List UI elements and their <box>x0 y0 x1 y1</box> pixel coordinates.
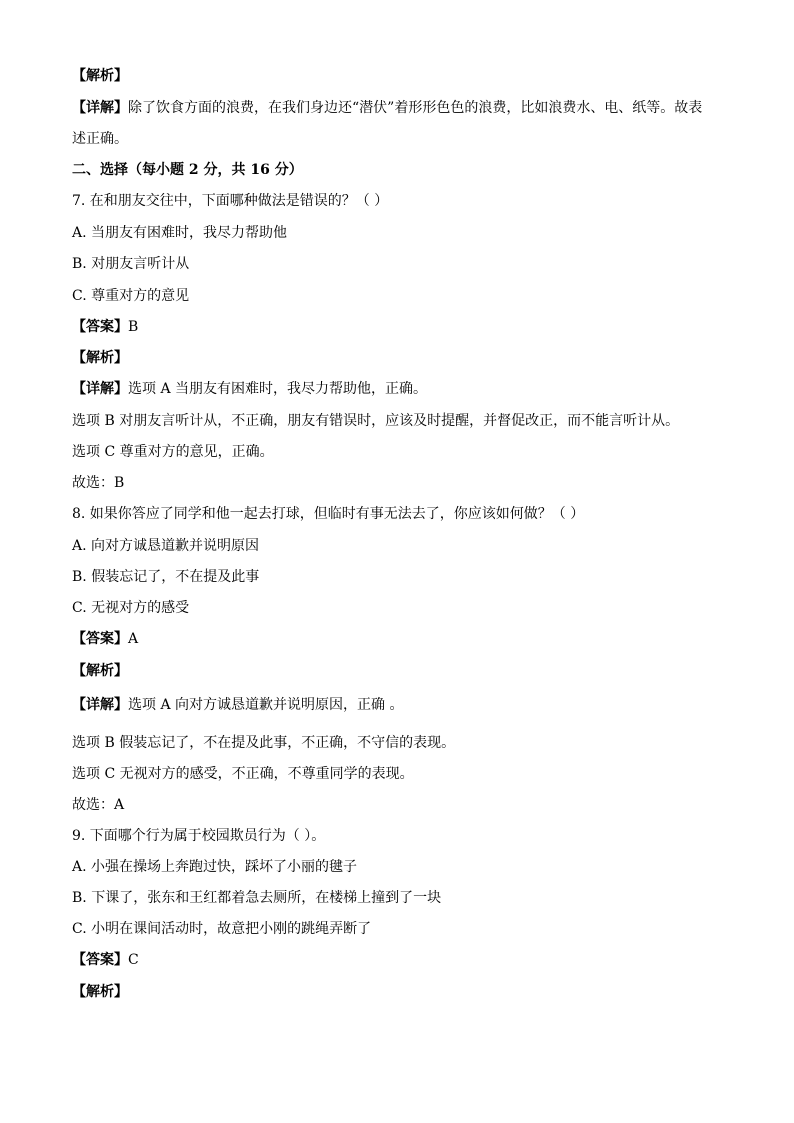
option-a: A. 小强在操场上奔跑过快，踩坏了小丽的毽子 <box>72 859 358 875</box>
analysis-heading <box>72 983 128 1001</box>
tag-label: 详解 <box>86 697 114 713</box>
tag-left-bracket: 【 <box>72 100 86 116</box>
answer-line <box>72 951 139 969</box>
answer-line <box>72 630 138 648</box>
answer-value: B <box>128 319 139 335</box>
tag-label: 解析 <box>86 984 114 1000</box>
option-a: A. 向对方诚恳道歉并说明原因 <box>72 538 260 554</box>
tag-label: 答案 <box>86 319 114 335</box>
detail-continuation: 述正确。 <box>72 131 128 147</box>
analysis-heading <box>72 662 128 680</box>
detail-paragraph <box>72 380 427 398</box>
tag-label: 答案 <box>86 631 114 647</box>
tag-right-bracket: 】 <box>114 319 128 335</box>
tag-left-bracket: 【 <box>72 952 86 968</box>
tag-right-bracket: 】 <box>114 697 128 713</box>
detail-paragraph <box>72 696 403 714</box>
tag-left-bracket: 【 <box>72 350 86 366</box>
tag-left-bracket: 【 <box>72 68 86 84</box>
tag-left-bracket: 【 <box>72 697 86 713</box>
option-a: A. 当朋友有困难时，我尽力帮助他 <box>72 225 288 241</box>
tag-right-bracket: 】 <box>114 350 128 366</box>
option-c: C. 尊重对方的意见 <box>72 288 190 304</box>
tag-left-bracket: 【 <box>72 984 86 1000</box>
tag-right-bracket: 】 <box>114 952 128 968</box>
detail-text: 除了饮食方面的浪费，在我们身边还“潜伏”着形形色色的浪费，比如浪费水、电、纸等。故表 <box>128 100 703 116</box>
answer-value: A <box>128 631 139 647</box>
option-c: C. 小明在课间活动时，故意把小刚的跳绳弄断了 <box>72 921 372 937</box>
tag-label: 详解 <box>86 100 114 116</box>
option-c: C. 无视对方的感受 <box>72 600 190 616</box>
tag-left-bracket: 【 <box>72 381 86 397</box>
section-heading: 二、选择（每小题 2 分，共 16 分） <box>72 162 303 178</box>
tag-left-bracket: 【 <box>72 663 86 679</box>
option-b: B. 对朋友言听计从 <box>72 256 190 272</box>
answer-line <box>72 318 138 336</box>
tag-label: 详解 <box>86 381 114 397</box>
tag-left-bracket: 【 <box>72 631 86 647</box>
detail-text: 选项 A 向对方诚恳道歉并说明原因，正确 。 <box>128 697 404 713</box>
tag-label: 答案 <box>86 952 114 968</box>
explanation-line: 选项 C 无视对方的感受，不正确，不尊重同学的表现。 <box>72 766 414 782</box>
detail-text: 选项 A 当朋友有困难时，我尽力帮助他，正确。 <box>128 381 428 397</box>
answer-value: C <box>128 952 139 968</box>
tag-right-bracket: 】 <box>114 984 128 1000</box>
option-b: B. 下课了，张东和王红都着急去厕所，在楼梯上撞到了一块 <box>72 890 442 906</box>
tag-label: 解析 <box>86 350 114 366</box>
tag-right-bracket: 】 <box>114 381 128 397</box>
detail-paragraph <box>72 99 702 117</box>
analysis-heading <box>72 67 128 85</box>
tag-right-bracket: 】 <box>114 663 128 679</box>
analysis-heading <box>72 349 128 367</box>
tag-label: 解析 <box>86 68 114 84</box>
tag-right-bracket: 】 <box>114 631 128 647</box>
question-9: 9. 下面哪个行为属于校园欺员行为（ ）。 <box>72 828 326 844</box>
final-choice: 故选：B <box>72 475 125 491</box>
tag-right-bracket: 】 <box>114 68 128 84</box>
option-b: B. 假装忘记了，不在提及此事 <box>72 569 260 585</box>
explanation-line: 选项 B 对朋友言听计从，不正确，朋友有错误时，应该及时提醒，并督促改正，而不能言听计从。 <box>72 413 680 429</box>
question-8: 8. 如果你答应了同学和他一起去打球，但临时有事无法去了，你应该如何做？（ ） <box>72 506 585 522</box>
explanation-line: 选项 B 假装忘记了，不在提及此事，不正确，不守信的表现。 <box>72 735 456 751</box>
question-7: 7. 在和朋友交往中，下面哪种做法是错误的？（ ） <box>72 193 389 209</box>
tag-label: 解析 <box>86 663 114 679</box>
explanation-line: 选项 C 尊重对方的意见，正确。 <box>72 444 274 460</box>
final-choice: 故选：A <box>72 797 125 813</box>
tag-right-bracket: 】 <box>114 100 128 116</box>
tag-left-bracket: 【 <box>72 319 86 335</box>
